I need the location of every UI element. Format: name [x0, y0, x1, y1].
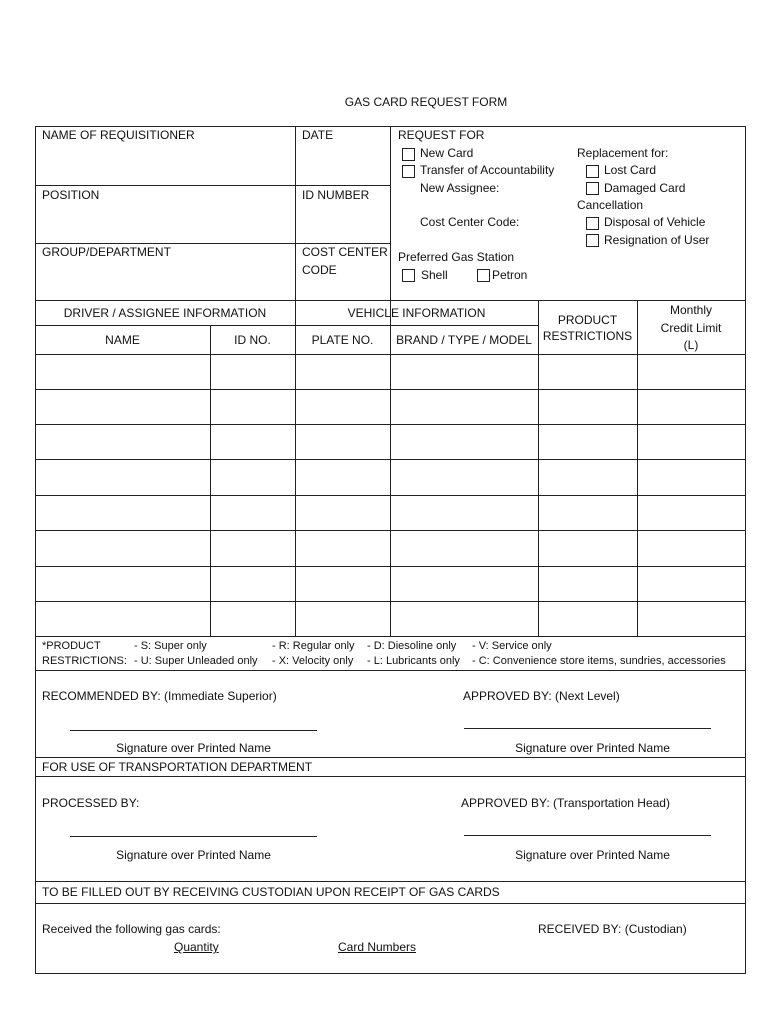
restriction-r: - R: Regular only — [272, 640, 355, 652]
divider — [35, 776, 745, 777]
divider — [35, 300, 745, 301]
shell-checkbox[interactable] — [402, 269, 415, 282]
quantity-label: Quantity — [174, 940, 219, 954]
preferred-gas-station-label: Preferred Gas Station — [398, 250, 515, 264]
group-department-label: GROUP/DEPARTMENT — [42, 245, 171, 259]
new-card-label: New Card — [420, 146, 474, 160]
id-no-column-header: ID NO. — [234, 333, 271, 347]
table-row-line — [35, 566, 745, 567]
table-row-line — [35, 459, 745, 460]
table-row-line — [35, 601, 745, 602]
received-following-label: Received the following gas cards: — [42, 922, 221, 936]
replacement-for-label: Replacement for: — [577, 146, 669, 160]
divider — [35, 903, 745, 904]
restriction-u: - U: Super Unleaded only — [134, 655, 258, 667]
name-column-header: NAME — [105, 333, 140, 347]
divider — [538, 300, 539, 637]
form-title: GAS CARD REQUEST FORM — [344, 95, 508, 109]
recommended-by-label: RECOMMENDED BY: (Immediate Superior) — [42, 689, 277, 703]
table-row-line — [35, 636, 745, 637]
received-by-custodian-label: RECEIVED BY: (Custodian) — [538, 922, 687, 936]
divider — [35, 881, 745, 882]
driver-assignee-header: DRIVER / ASSIGNEE INFORMATION — [63, 306, 267, 320]
approved-by-head-label: APPROVED BY: (Transportation Head) — [461, 796, 670, 810]
transport-dept-label: FOR USE OF TRANSPORTATION DEPARTMENT — [42, 760, 313, 774]
restriction-d: - D: Diesoline only — [367, 640, 457, 652]
monthly-credit-header: Monthly — [669, 303, 713, 317]
damaged-card-label: Damaged Card — [604, 181, 686, 195]
disposal-label: Disposal of Vehicle — [604, 215, 706, 229]
recommended-signature-caption: Signature over Printed Name — [116, 741, 271, 755]
name-of-requisitioner-label: NAME OF REQUISITIONER — [42, 128, 195, 142]
restriction-c: - C: Convenience store items, sundries, accessories — [472, 655, 726, 667]
custodian-section-title: TO BE FILLED OUT BY RECEIVING CUSTODIAN UPON RECEIPT OF GAS CARDS — [42, 885, 500, 899]
transfer-label: Transfer of Accountability — [420, 163, 555, 177]
approved-head-signature-caption: Signature over Printed Name — [515, 848, 670, 862]
damaged-card-checkbox[interactable] — [586, 182, 599, 195]
restriction-x: - X: Velocity only — [272, 655, 354, 667]
lost-card-label: Lost Card — [604, 163, 657, 177]
restriction-v: - V: Service only — [472, 640, 552, 652]
cost-center-code-label: CODE — [302, 263, 337, 277]
cost-center-label: COST CENTER — [302, 245, 388, 259]
product-restrictions-header-2: RESTRICTIONS — [542, 329, 633, 343]
divider — [295, 300, 296, 637]
petron-checkbox[interactable] — [477, 269, 490, 282]
table-row-line — [35, 424, 745, 425]
approved-next-signature-line[interactable] — [464, 728, 711, 729]
divider — [35, 757, 745, 758]
processed-signature-caption: Signature over Printed Name — [116, 848, 271, 862]
table-row-line — [35, 495, 745, 496]
lost-card-checkbox[interactable] — [586, 165, 599, 178]
divider — [35, 185, 391, 186]
date-label: DATE — [302, 128, 334, 142]
credit-unit-header: (L) — [683, 338, 699, 352]
recommended-signature-line[interactable] — [70, 730, 317, 731]
table-row-line — [35, 530, 745, 531]
cancellation-label: Cancellation — [577, 198, 644, 212]
new-assignee-label: New Assignee: — [420, 181, 500, 195]
divider — [35, 670, 745, 671]
restriction-l: - L: Lubricants only — [367, 655, 460, 667]
divider — [35, 325, 539, 326]
restriction-s: - S: Super only — [134, 640, 207, 652]
request-for-label: REQUEST FOR — [398, 128, 485, 142]
cost-center-code-field-label: Cost Center Code: — [420, 215, 520, 229]
product-restrictions-header: PRODUCT — [557, 313, 618, 327]
card-numbers-label: Card Numbers — [338, 940, 417, 954]
restrictions-label: *PRODUCT — [42, 640, 101, 652]
shell-label: Shell — [421, 268, 448, 282]
resignation-checkbox[interactable] — [586, 234, 599, 247]
processed-signature-line[interactable] — [70, 836, 317, 837]
divider — [210, 325, 211, 637]
vehicle-information-header: VEHICLE INFORMATION — [347, 306, 486, 320]
processed-by-label: PROCESSED BY: — [42, 796, 140, 810]
divider — [35, 243, 391, 244]
disposal-checkbox[interactable] — [586, 217, 599, 230]
approved-next-signature-caption: Signature over Printed Name — [515, 741, 670, 755]
credit-limit-header: Credit Limit — [660, 321, 722, 335]
table-row-line — [35, 389, 745, 390]
id-number-label: ID NUMBER — [302, 188, 370, 202]
restrictions-label-2: RESTRICTIONS: — [42, 655, 127, 667]
position-label: POSITION — [42, 188, 100, 202]
plate-no-column-header: PLATE NO. — [311, 333, 374, 347]
divider — [390, 325, 391, 637]
new-card-checkbox[interactable] — [402, 148, 415, 161]
transfer-checkbox[interactable] — [402, 165, 415, 178]
approved-by-next-label: APPROVED BY: (Next Level) — [463, 689, 620, 703]
brand-type-model-column-header: BRAND / TYPE / MODEL — [396, 333, 532, 347]
approved-head-signature-line[interactable] — [464, 835, 711, 836]
petron-label: Petron — [492, 268, 528, 282]
resignation-label: Resignation of User — [604, 233, 710, 247]
